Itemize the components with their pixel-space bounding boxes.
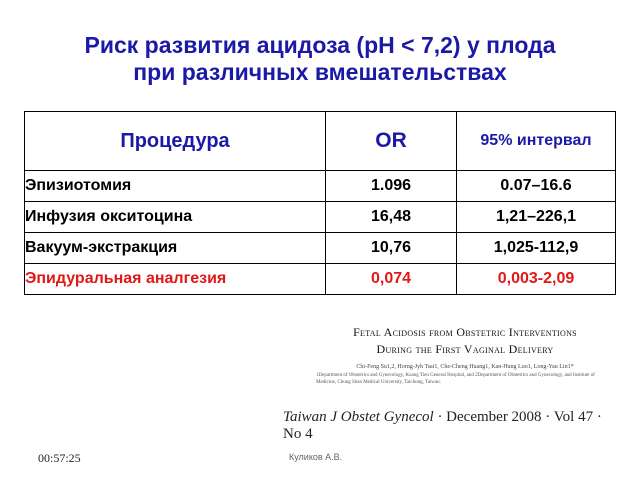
journal-name: Taiwan J Obstet Gynecol <box>283 409 434 425</box>
paper-title-line1: Fetal Acidosis from Obstetric Interventions <box>353 325 577 339</box>
slide-title-line2: при различных вмешательствах <box>133 59 507 85</box>
cell-procedure: Инфузия окситоцина <box>25 202 326 233</box>
journal-details: · December 2008 · Vol 47 · No 4 <box>283 409 602 442</box>
cell-procedure: Вакуум-экстракция <box>25 233 326 264</box>
cell-procedure: Эпидуральная аналгезия <box>25 264 326 295</box>
paper-citation <box>300 324 630 384</box>
paper-authors: Chi-Feng Su1,2, Horng-Jyh Tsai1, Che-Cheng Huang1, Kan-Hung Luo1, Long-Yau Lin1* <box>356 364 574 370</box>
cell-or: 1.096 <box>326 171 457 202</box>
header-procedure: Процедура <box>25 112 326 171</box>
cell-or: 16,48 <box>326 202 457 233</box>
cell-or: 10,76 <box>326 233 457 264</box>
table-row-epidural <box>25 264 616 295</box>
odds-ratio-table <box>24 111 616 295</box>
cell-or: 0,074 <box>326 264 457 295</box>
paper-title <box>300 324 630 358</box>
cell-interval: 0,003-2,09 <box>457 264 616 295</box>
slide-title-line1: Риск развития ацидоза (рН < 7,2) у плода <box>84 32 556 58</box>
table-row-vacuum <box>25 233 616 264</box>
slide-author: Куликов А.В. <box>289 452 343 462</box>
cell-interval: 1,21–226,1 <box>457 202 616 233</box>
cell-interval: 1,025-112,9 <box>457 233 616 264</box>
cell-interval: 0.07–16.6 <box>457 171 616 202</box>
paper-title-line2: During the First Vaginal Delivery <box>376 342 554 356</box>
table-row-oxytocin <box>25 202 616 233</box>
header-or: OR <box>326 112 457 171</box>
paper-affiliation: 1Department of Obstetrics and Gynecology, Kuang Tien General Hospital, and 2Department of Obstetrics and Gynecology, and Institute of Medicine, Chung Shan Medical University, Taichung, Taiwan. <box>316 373 595 384</box>
journal-citation <box>283 409 623 443</box>
header-interval: 95% интервал <box>457 112 616 171</box>
cell-procedure: Эпизиотомия <box>25 171 326 202</box>
table-row-episiotomy <box>25 171 616 202</box>
table-header-row <box>25 112 616 171</box>
slide-time: 00:57:25 <box>38 451 81 465</box>
slide-title <box>0 32 640 86</box>
